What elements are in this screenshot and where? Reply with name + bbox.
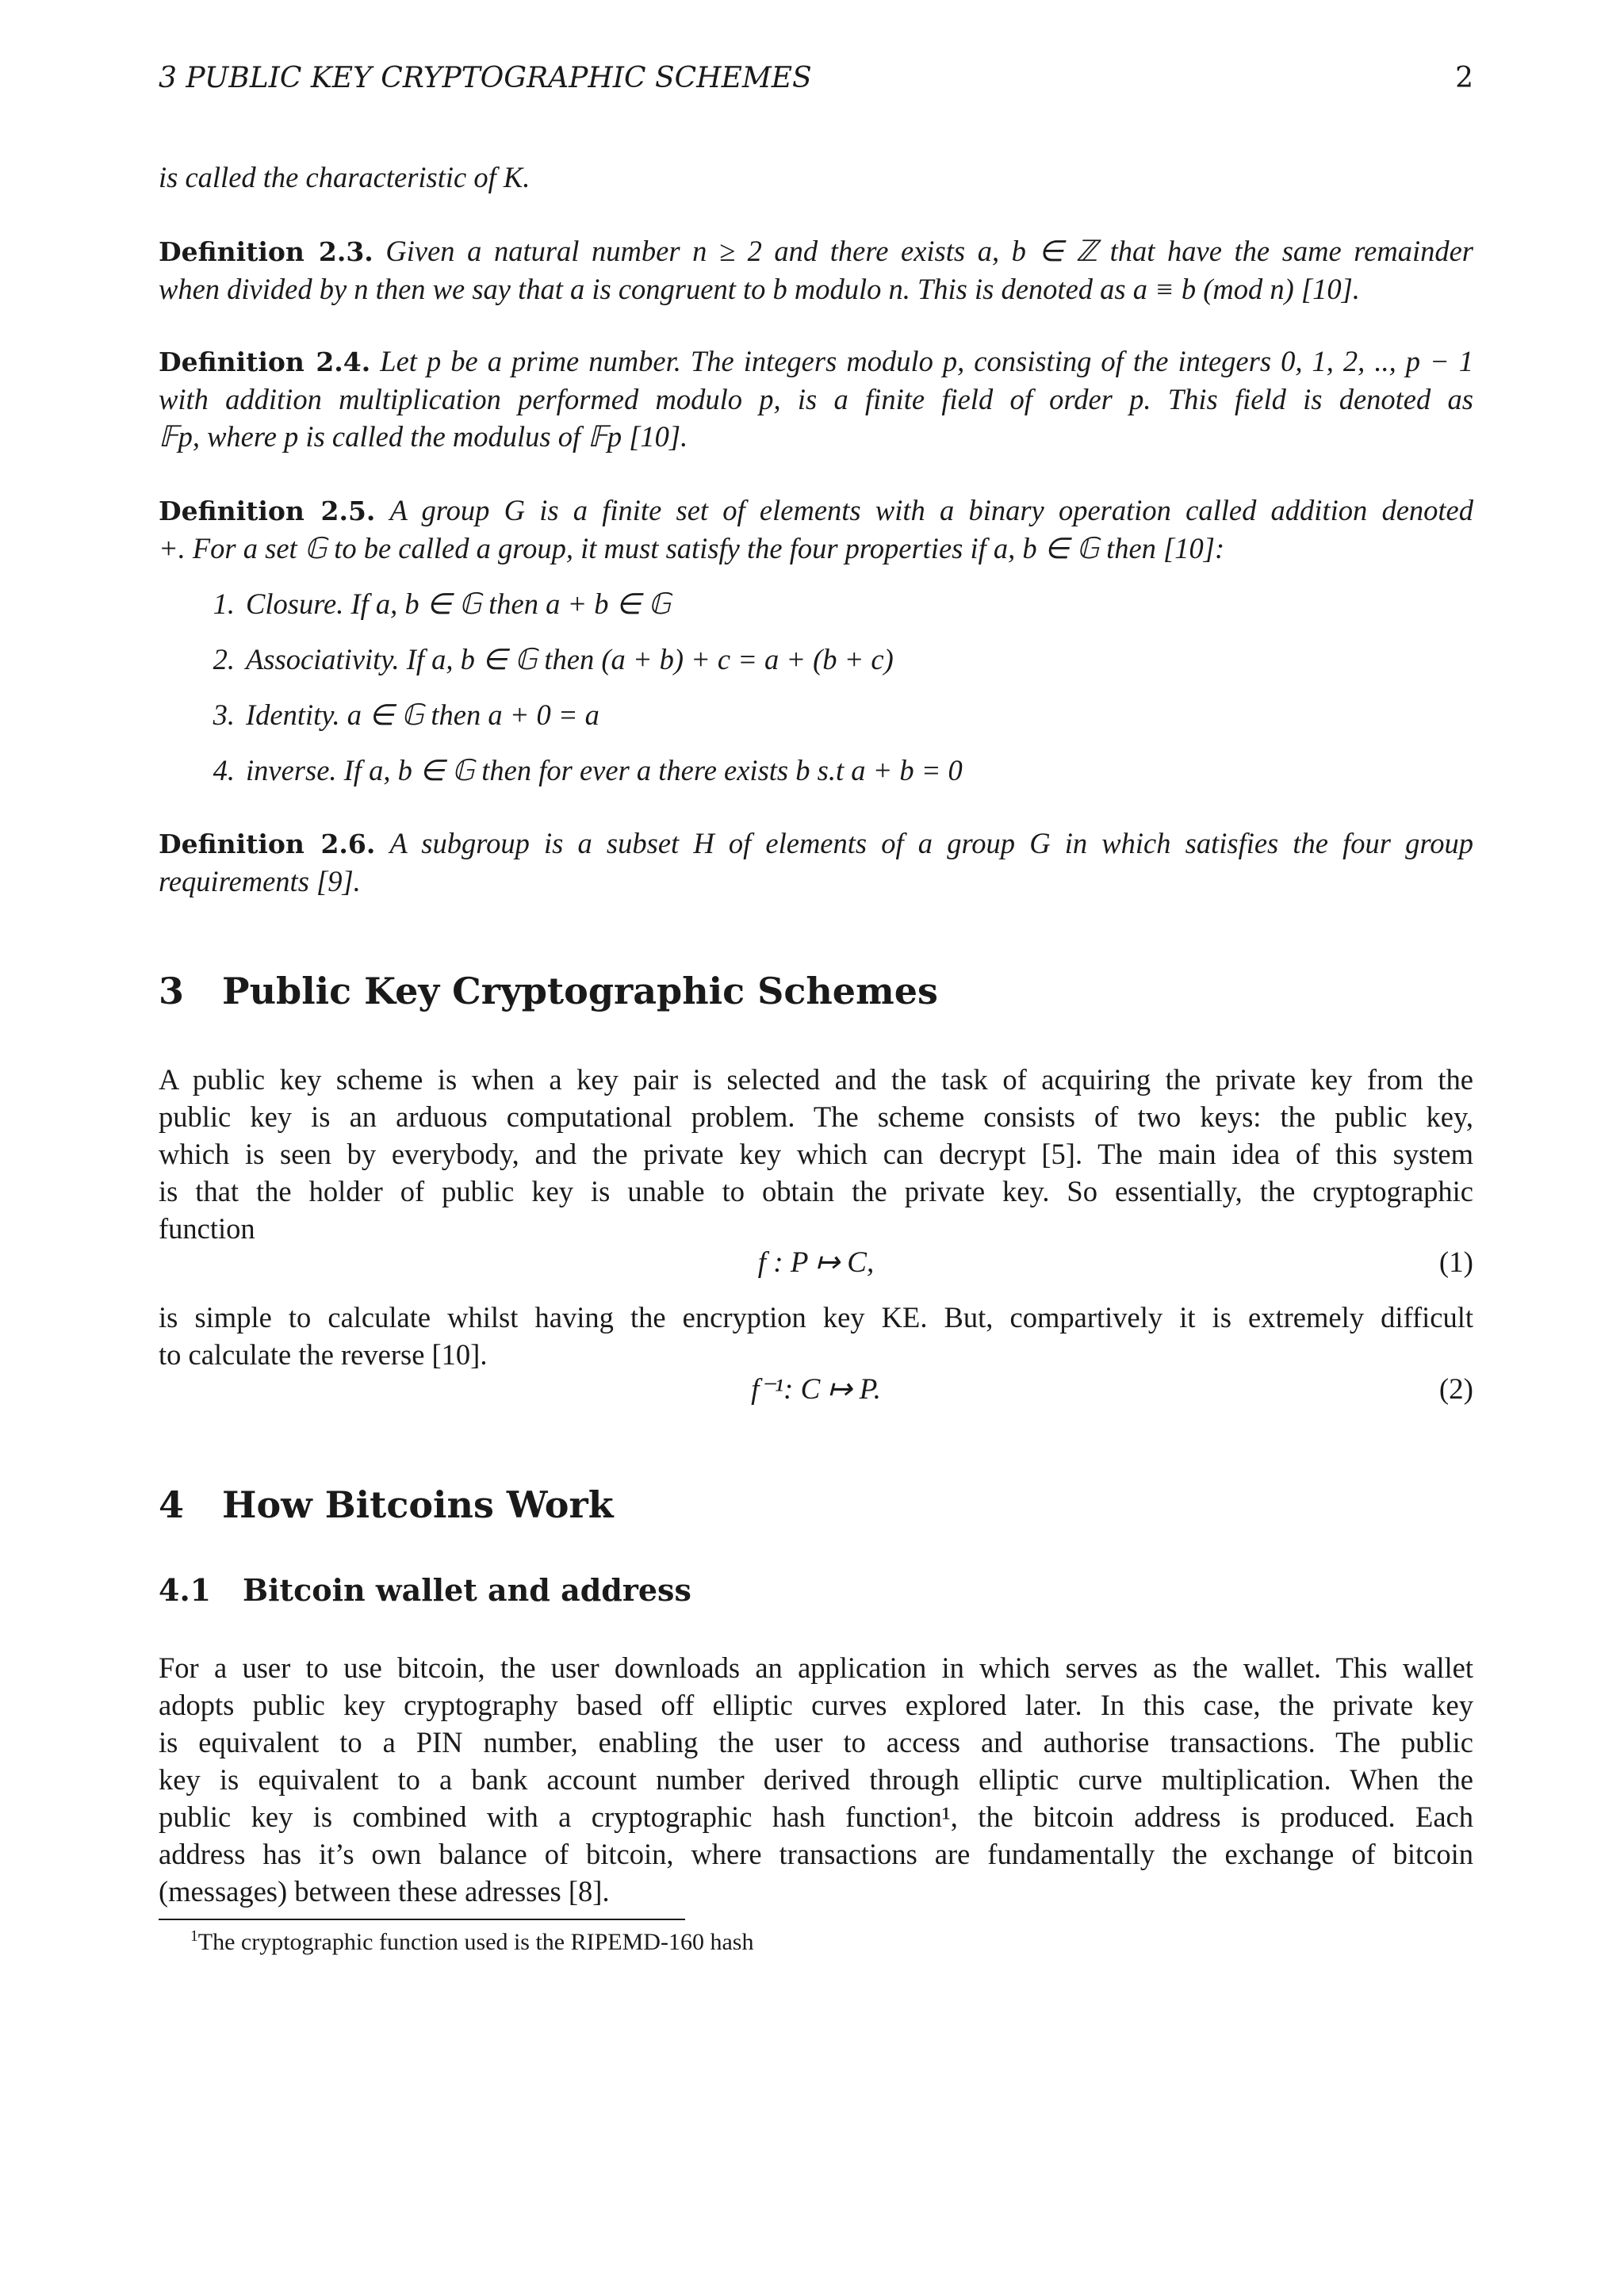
definition-label: Definition 2.5.	[159, 496, 376, 526]
footnote-mark: 1	[190, 1928, 198, 1945]
definition-2-4-line-3: 𝔽p, where p is called the modulus of 𝔽p [10].	[159, 420, 688, 453]
definition-2-5-line-2: +. For a set 𝔾 to be called a group, it must satisfy the four properties if a, b ∈ 𝔾 then [10]:	[159, 532, 1225, 564]
running-head-title: 3 PUBLIC KEY CRYPTOGRAPHIC SCHEMES	[159, 62, 812, 94]
equation-1	[159, 1243, 1473, 1283]
list-item: 2. Associativity. If a, b ∈ 𝔾 then (a + b) + c = a + (b + c)	[213, 643, 894, 675]
definition-2-6-line-2: requirements [9].	[159, 865, 361, 897]
definition-2-4-line-1: Definition 2.4. Let p be a prime number. The integers modulo p, consisting of the integers 0, 1, 2, .., p − 1	[159, 345, 1473, 377]
section-4-heading: 4 How Bitcoins Work	[159, 1483, 614, 1526]
section-3-paragraph-2: is simple to calculate whilst having the encryption key KE. But, compartively it is extremely difficult to calculate the reverse [10].	[159, 1301, 1473, 1371]
equation-expression: f⁻¹: C ↦ P.	[751, 1373, 881, 1406]
list-item: 4. inverse. If a, b ∈ 𝔾 then for ever a there exists b s.t a + b = 0	[213, 754, 963, 786]
running-head	[159, 62, 1473, 101]
subsection-4-1-heading: 4.1 Bitcoin wallet and address	[159, 1572, 691, 1608]
equation-2	[159, 1370, 1473, 1410]
definition-label: Definition 2.6.	[159, 828, 376, 859]
definition-2-5-line-1: Definition 2.5. A group G is a finite set of elements with a binary operation called addition denoted	[159, 494, 1474, 526]
section-3-heading: 3 Public Key Cryptographic Schemes	[159, 970, 938, 1012]
equation-number: (1)	[1438, 1246, 1473, 1279]
intro-line: is called the characteristic of K.	[159, 161, 530, 193]
definition-label: Definition 2.4.	[159, 346, 371, 377]
footnote	[190, 1927, 753, 1958]
footnote-text: The cryptographic function used is the RIPEMD-160 hash	[197, 1929, 754, 1955]
footnote-rule	[159, 1919, 685, 1920]
list-item: 1. Closure. If a, b ∈ 𝔾 then a + b ∈ 𝔾	[213, 587, 671, 620]
list-item: 3. Identity. a ∈ 𝔾 then a + 0 = a	[213, 698, 599, 731]
section-3-paragraph-1: A public key scheme is when a key pair is selected and the task of acquiring the private key from the public key is an arduous computational problem. The scheme consists of two keys: the public key, which is seen by everybody, and the private key which can decrypt [5]. The main idea of this system is that the holder of public key is unable to obtain the private key. So essentially, the cryptographic function	[159, 1063, 1473, 1245]
definition-2-6	[159, 825, 1473, 900]
definition-2-4-line-2: with addition multiplication performed modulo p, is a finite field of order p. This field is denoted as	[159, 383, 1473, 415]
definition-2-4	[159, 342, 1473, 455]
section-4-1-paragraph: For a user to use bitcoin, the user downloads an application in which serves as the wallet. This wallet adopts public key cryptography based off elliptic curves explored later. In this case, the private key is equivalent to a PIN number, enabling the user to access and authorise transactions. The public key is equivalent to a bank account number derived through elliptic curve multiplication. When the public key is combined with a cryptographic hash function¹, the bitcoin address is produced. Each address has it’s own balance of bitcoin, where transactions are fundamentally the exchange of bitcoin (messages) between these adresses [8].	[159, 1651, 1473, 1908]
equation-number: (2)	[1438, 1373, 1473, 1406]
page-number: 2	[1455, 62, 1473, 94]
definition-label: Definition 2.3.	[159, 236, 373, 267]
definition-2-6-line-1: Definition 2.6. A subgroup is a subset H of elements of a group G in which satisfies the four group	[159, 827, 1474, 859]
definition-2-5	[159, 492, 1473, 567]
equation-expression: f : P ↦ C,	[757, 1246, 875, 1279]
definition-2-3-line-1: Definition 2.3. Given a natural number n ≥ 2 and there exists a, b ∈ ℤ that have the same remainder	[159, 235, 1473, 267]
definition-2-3-line-2: when divided by n then we say that a is congruent to b modulo n. This is denoted as a ≡ b (mod n) [10].	[159, 273, 1360, 305]
definition-2-3	[159, 232, 1473, 308]
